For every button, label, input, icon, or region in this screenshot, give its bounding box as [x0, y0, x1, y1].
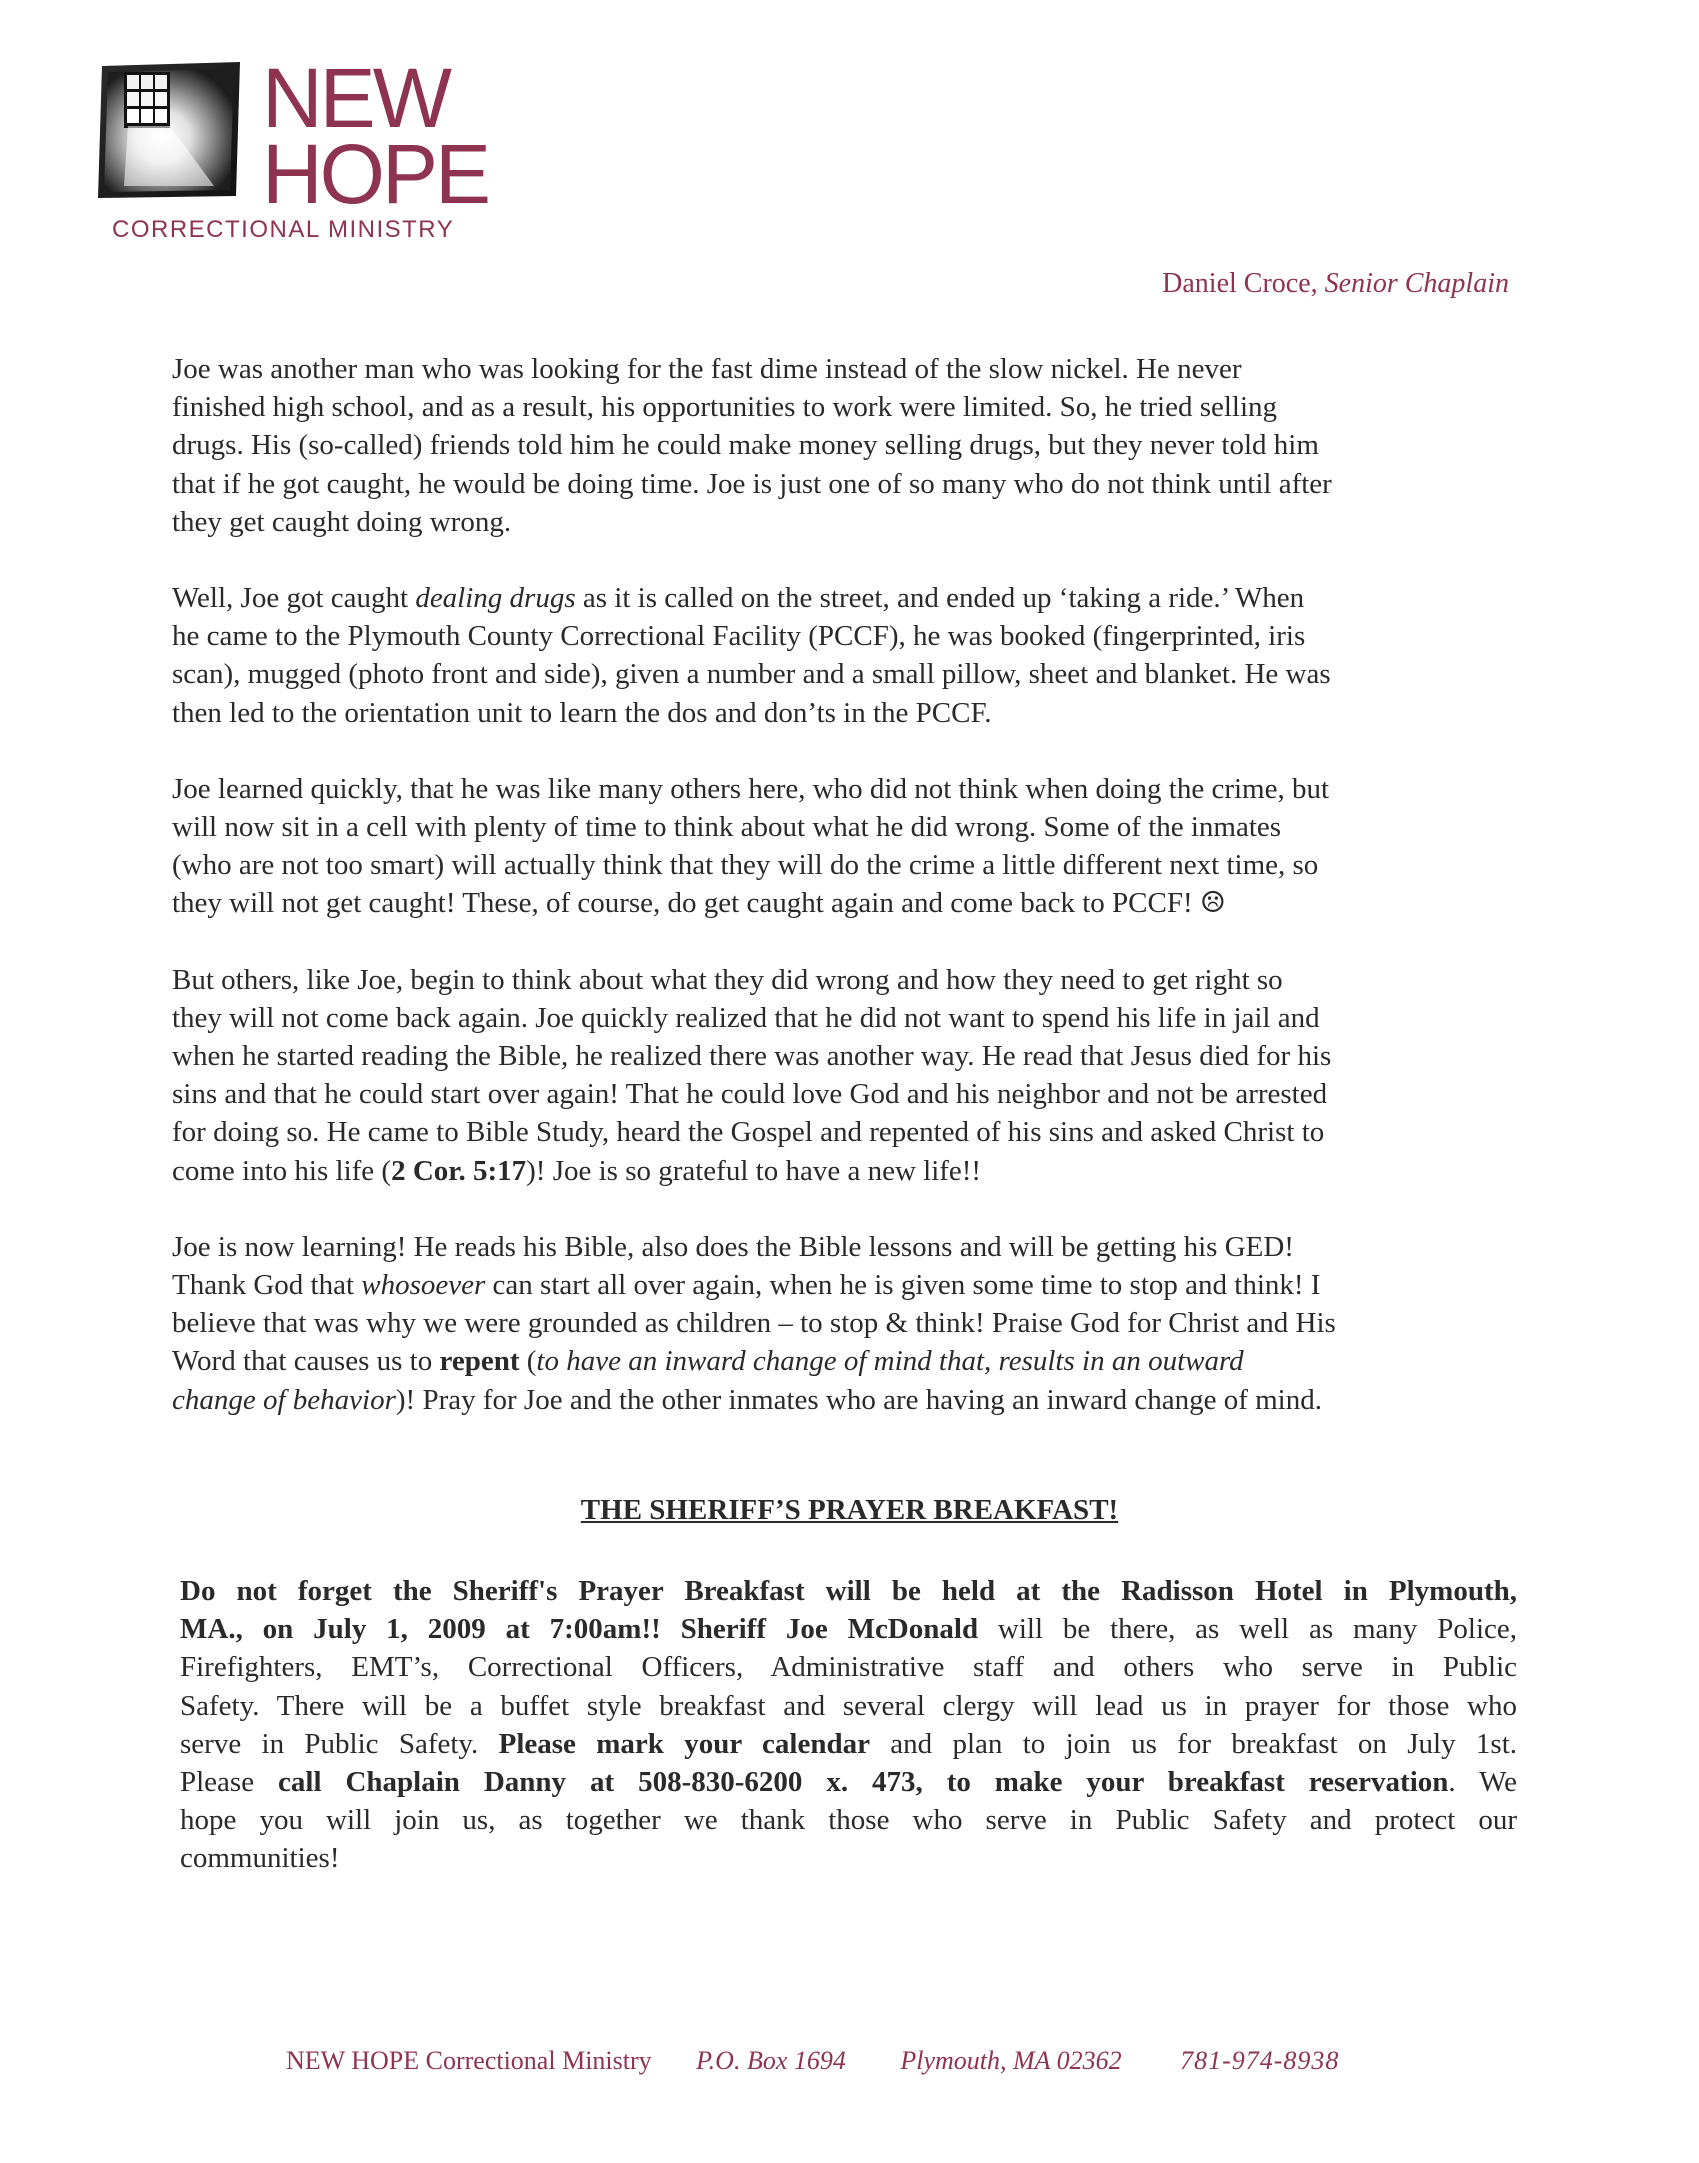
text-run: . We [1448, 1766, 1517, 1799]
bold-text: repent [439, 1345, 520, 1378]
window-light-icon [94, 60, 244, 200]
paragraph-3 [172, 770, 1517, 923]
logo-word-hope: HOPE [262, 127, 489, 221]
emphasis-text: change of behavior [172, 1383, 396, 1416]
emphasis-text: whosoever [361, 1269, 486, 1302]
text-run: )! Pray for Joe and the other inmates who are having an inward change of mind. [395, 1383, 1322, 1416]
footer-org-name: NEW HOPE Correctional Ministry [286, 2046, 652, 2075]
paragraph-line [172, 1266, 1517, 1304]
paragraph-line [180, 1763, 1517, 1801]
text-run: ( [519, 1345, 537, 1378]
paragraph-line: communities! [180, 1842, 340, 1875]
paragraph-line: when he started reading the Bible, he realized there was another way. He read that Jesus died for his [172, 1040, 1332, 1073]
paragraph-line: then led to the orientation unit to learn the dos and don’ts in the PCCF. [172, 696, 992, 729]
bold-text: MA., on July 1, 2009 at 7:00am!! Sheriff Joe McDonald [180, 1613, 979, 1646]
paragraph-line: sins and that he could start over again! That he could love God and his neighbor and not be arrested [172, 1078, 1328, 1111]
text-run: )! Joe is so grateful to have a new life!! [526, 1154, 982, 1187]
text-run: come into his life ( [172, 1154, 392, 1187]
paragraph-line: that if he got caught, he would be doing time. Joe is just one of so many who do not think until after [172, 467, 1332, 500]
paragraph-line: he came to the Plymouth County Correctional Facility (PCCF), he was booked (fingerprinted, iris [172, 620, 1306, 653]
scripture-reference: 2 Cor. 5:17 [391, 1154, 527, 1187]
footer-phone: 781-974-8938 [1180, 2046, 1340, 2075]
footer-po-box: P.O. Box 1694 [696, 2046, 846, 2075]
text-run: as it is called on the street, and ended up ‘taking a ride.’ When [575, 582, 1305, 615]
paragraph-line: will now sit in a cell with plenty of time to think about what he did wrong. Some of the inmates [172, 811, 1282, 844]
text-run: serve in Public Safety. [180, 1727, 499, 1760]
paragraph-line: drugs. His (so-called) friends told him he could make money selling drugs, but they never told him [172, 429, 1319, 462]
chaplain-title: Senior Chaplain [1324, 268, 1509, 299]
new-hope-logo [92, 51, 512, 256]
paragraph-line [172, 579, 1517, 617]
letter-body [172, 350, 1517, 1457]
paragraph-line: Joe was another man who was looking for the fast dime instead of the slow nickel. He never [172, 353, 1242, 385]
text-run: Word that causes us to [172, 1345, 440, 1378]
bold-text: Please mark your calendar [498, 1727, 870, 1760]
paragraph-line: Joe is now learning! He reads his Bible, also does the Bible lessons and will be getting his GED! [172, 1230, 1294, 1263]
paragraph-line: believe that was why we were grounded as children – to stop & think! Praise God for Christ and His [172, 1307, 1336, 1340]
footer-city: Plymouth, MA 02362 [900, 2046, 1122, 2075]
paragraph-2 [172, 579, 1517, 732]
text-run: will be there, as well as many Police, [978, 1613, 1517, 1646]
text-run: can start all over again, when he is given some time to stop and think! I [485, 1269, 1321, 1302]
paragraph-line [180, 1610, 1517, 1648]
paragraph-line: for doing so. He came to Bible Study, heard the Gospel and repented of his sins and asked Christ to [172, 1116, 1325, 1149]
logo-word-new: NEW [262, 51, 449, 145]
letter-footer [286, 2046, 1339, 2076]
bold-text: call Chaplain Danny at 508-830-6200 x. 473, to make your breakfast reservation [278, 1766, 1449, 1799]
paragraph-4 [172, 961, 1517, 1190]
paragraph-line [172, 1381, 1517, 1419]
paragraph-line: Safety. There will be a buffet style breakfast and several clergy will lead us in prayer for those who [180, 1689, 1517, 1722]
paragraph-1 [172, 350, 1517, 541]
paragraph-5 [172, 1228, 1517, 1419]
emphasis-text: dealing drugs [415, 582, 576, 615]
logo-subtitle: CORRECTIONAL MINISTRY [112, 216, 455, 243]
text-run: Well, Joe got caught [172, 582, 416, 615]
chaplain-signature-line [1162, 268, 1509, 300]
paragraph-line: finished high school, and as a result, his opportunities to work were limited. So, he tried selling [172, 391, 1278, 424]
paragraph-line: they will not get caught! These, of course, do get caught again and come back to PCCF! ☹ [172, 887, 1226, 920]
text-run: Please [180, 1766, 279, 1799]
event-heading: THE SHERIFF’S PRAYER BREAKFAST! [580, 1494, 1119, 1526]
bold-text: Do not forget the Sheriff's Prayer Breakfast will be held at the Radisson Hotel in Plymouth, [180, 1575, 1517, 1607]
paragraph-line [180, 1725, 1517, 1763]
chaplain-name: Daniel Croce, [1162, 268, 1318, 299]
text-run: Thank God that [172, 1269, 362, 1302]
paragraph-line: scan), mugged (photo front and side), given a number and a small pillow, sheet and blanket. He was [172, 658, 1331, 691]
paragraph-line [172, 1342, 1517, 1380]
paragraph-line: But others, like Joe, begin to think about what they did wrong and how they need to get right so [172, 963, 1283, 996]
paragraph-line: Firefighters, EMT’s, Correctional Officers, Administrative staff and others who serve in Public [180, 1651, 1517, 1684]
paragraph-line: they will not come back again. Joe quickly realized that he did not want to spend his life in jail and [172, 1001, 1320, 1034]
paragraph-line [172, 1152, 1517, 1190]
paragraph-line: they get caught doing wrong. [172, 505, 512, 538]
text-run: and plan to join us for breakfast on July 1st. [869, 1727, 1518, 1760]
paragraph-line [180, 1572, 1517, 1610]
event-paragraph [180, 1572, 1517, 1878]
paragraph-line: Joe learned quickly, that he was like many others here, who did not think when doing the crime, but [172, 772, 1330, 805]
emphasis-text: to have an inward change of mind that, results in an outward [536, 1345, 1244, 1378]
paragraph-line: (who are not too smart) will actually think that they will do the crime a little different next time, so [172, 849, 1319, 882]
paragraph-line: hope you will join us, as together we thank those who serve in Public Safety and protect our [180, 1804, 1517, 1837]
